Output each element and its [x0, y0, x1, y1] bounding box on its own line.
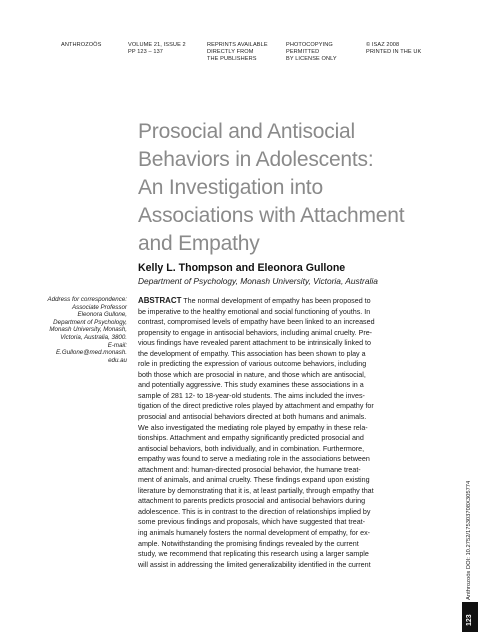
abstract-line: ment of animals, and animal cruelty. These findings expand upon existing	[138, 476, 370, 485]
copyright-info: © ISAZ 2008 PRINTED IN THE UK	[366, 42, 422, 56]
abstract-line: ing animals humanely fosters the normal development of empathy, for ex-	[138, 529, 371, 538]
abstract-line: vious findings have revealed parent attachment to be intrinsically linked to	[138, 339, 371, 348]
abstract-line: both those which are prosocial in nature, and those which are antisocial,	[138, 370, 366, 379]
abstract-line: We also investigated the mediating role played by empathy in these rela-	[138, 423, 368, 432]
title-line: Prosocial and Antisocial	[138, 120, 355, 143]
authors: Kelly L. Thompson and Eleonora Gullone	[138, 262, 346, 274]
abstract-line: be imperative to the healthy emotional and social functioning of youths. In	[138, 307, 371, 316]
abstract-line: antisocial behaviors, both individually, and in combination. Furthermore,	[138, 444, 365, 453]
email-link[interactable]: E.Gullone@med.monash.	[56, 349, 127, 357]
correspondence-note: Address for correspondence: Associate Professor Eleonora Gullone, Department of Psychology, Monash University, Monash, Victoria, Australia, 3800. E-mail: E.Gullone@med.monash. edu.au	[20, 296, 127, 364]
abstract-line: sample of 281 12- to 18-year-old students. The aims included the inves-	[138, 391, 365, 400]
reprints-info: REPRINTS AVAILABLE DIRECTLY FROM THE PUBLISHERS	[207, 42, 268, 63]
abstract-line: ABSTRACT The normal development of empathy has been proposed to	[138, 296, 371, 305]
abstract-line: literature by demonstrating that it is, at least partially, through empathy that	[138, 486, 374, 495]
abstract	[138, 296, 430, 570]
abstract-line: the development of empathy. This association has been shown to play a	[138, 349, 366, 358]
title-line: Behaviors in Adolescents:	[138, 148, 374, 171]
abstract-line: contrast, compromised levels of empathy have been linked to an increased	[138, 318, 375, 327]
page-number: 123	[466, 614, 473, 626]
photocopying-info: PHOTOCOPYING PERMITTED BY LICENSE ONLY	[286, 42, 337, 63]
abstract-line: tionships. Attachment and empathy significantly predicted prosocial and	[138, 434, 364, 443]
title-line: and Empathy	[138, 232, 260, 255]
side-doi-strip	[464, 400, 478, 600]
email-link[interactable]: edu.au	[108, 356, 127, 364]
abstract-label: ABSTRACT	[138, 296, 182, 305]
volume-info: VOLUME 21, ISSUE 2 PP 123 – 137	[128, 42, 186, 56]
abstract-line: adolescence. This is in contrast to the direction of relationships implied by	[138, 507, 371, 516]
abstract-line: empathy was found to serve a mediating role in the associations between	[138, 455, 370, 464]
doi-text: Anthrozoös DOI: 10.2752/175303708X305774	[466, 480, 472, 600]
title-line: Associations with Attachment	[138, 204, 405, 227]
affiliation: Department of Psychology, Monash University, Victoria, Australia	[138, 276, 378, 286]
abstract-line: will assist in addressing the limited generalizability identified in the current	[138, 560, 371, 569]
abstract-line: and potentially aggressive. This study examines these associations in a	[138, 381, 364, 390]
abstract-line: attachment and: human-directed prosocial behavior, the humane treat-	[138, 465, 361, 474]
abstract-line: prosocial and antisocial behaviors directed at both humans and animals.	[138, 413, 367, 422]
abstract-line: role in predicting the expression of various outcome behaviors, including	[138, 360, 367, 369]
abstract-line: some previous findings and proposals, which have suggested that treat-	[138, 518, 366, 527]
article-title	[138, 118, 438, 258]
abstract-line: ample. Notwithstanding the promising findings revealed by the current	[138, 539, 359, 548]
title-line: An Investigation into	[138, 176, 323, 199]
abstract-line: tigation of the direct predictive roles played by attachment and empathy for	[138, 402, 374, 411]
abstract-line: study, we recommend that replicating this research using a larger sample	[138, 550, 369, 559]
abstract-line: attachment to parents predicts prosocial and antisocial behaviors during	[138, 497, 366, 506]
abstract-line: propensity to engage in antisocial behaviors, including animal cruelty. Pre-	[138, 328, 373, 337]
journal-name: ANTHROZOÖS	[61, 42, 102, 48]
page-number-box	[462, 602, 478, 632]
